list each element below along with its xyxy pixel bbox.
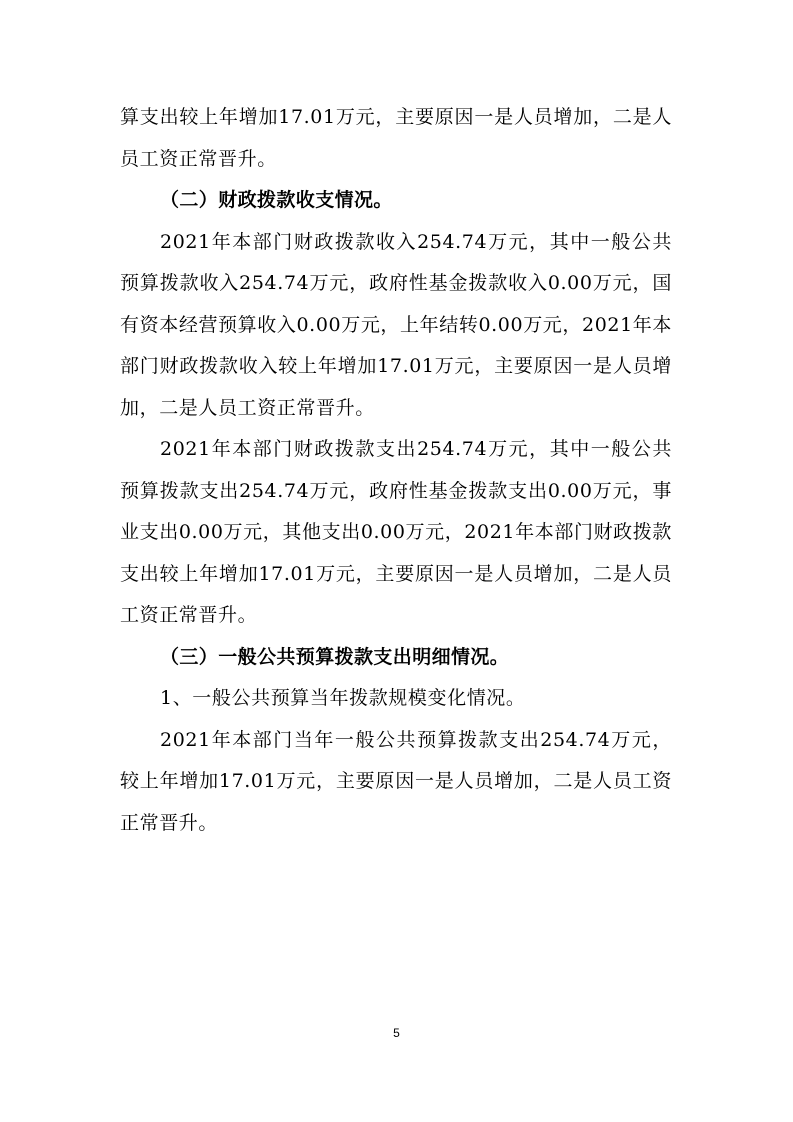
- section-heading-fiscal-appropriation: （二）财政拨款收支情况。: [160, 189, 393, 211]
- paragraph-continuation: 算支出较上年增加17.01万元，主要原因一是人员增加，二是人员工资正常晋升。: [120, 106, 672, 170]
- section-heading-general-budget-detail: （三）一般公共预算拨款支出明细情况。: [160, 645, 510, 668]
- paragraph-subheading-scale-change: 1、一般公共预算当年拨款规模变化情况。: [160, 687, 526, 709]
- paragraph-appropriation-income: 2021年本部门财政拨款收入254.74万元，其中一般公共预算拨款收入254.74万元，政府性基金拨款收入0.00万元，国有资本经营预算收入0.00万元，上年结转0.00万元，2021年本部门财政拨款收入较上年增加17.01万元，主要原因一是人员增加，二是人员工资正常晋升。: [120, 230, 672, 419]
- paragraph-general-budget-expenditure: 2021年本部门当年一般公共预算拨款支出254.74万元，较上年增加17.01万元，主要原因一是人员增加，二是人员工资正常晋升。: [120, 728, 672, 834]
- page-number: 5: [393, 1026, 400, 1040]
- document-body: [120, 97, 672, 844]
- paragraph-appropriation-expenditure: 2021年本部门财政拨款支出254.74万元，其中一般公共预算拨款支出254.74万元，政府性基金拨款支出0.00万元，事业支出0.00万元，其他支出0.00万元，2021年本部门财政拨款支出较上年增加17.01万元，主要原因一是人员增加，二是人员工资正常晋升。: [120, 438, 672, 626]
